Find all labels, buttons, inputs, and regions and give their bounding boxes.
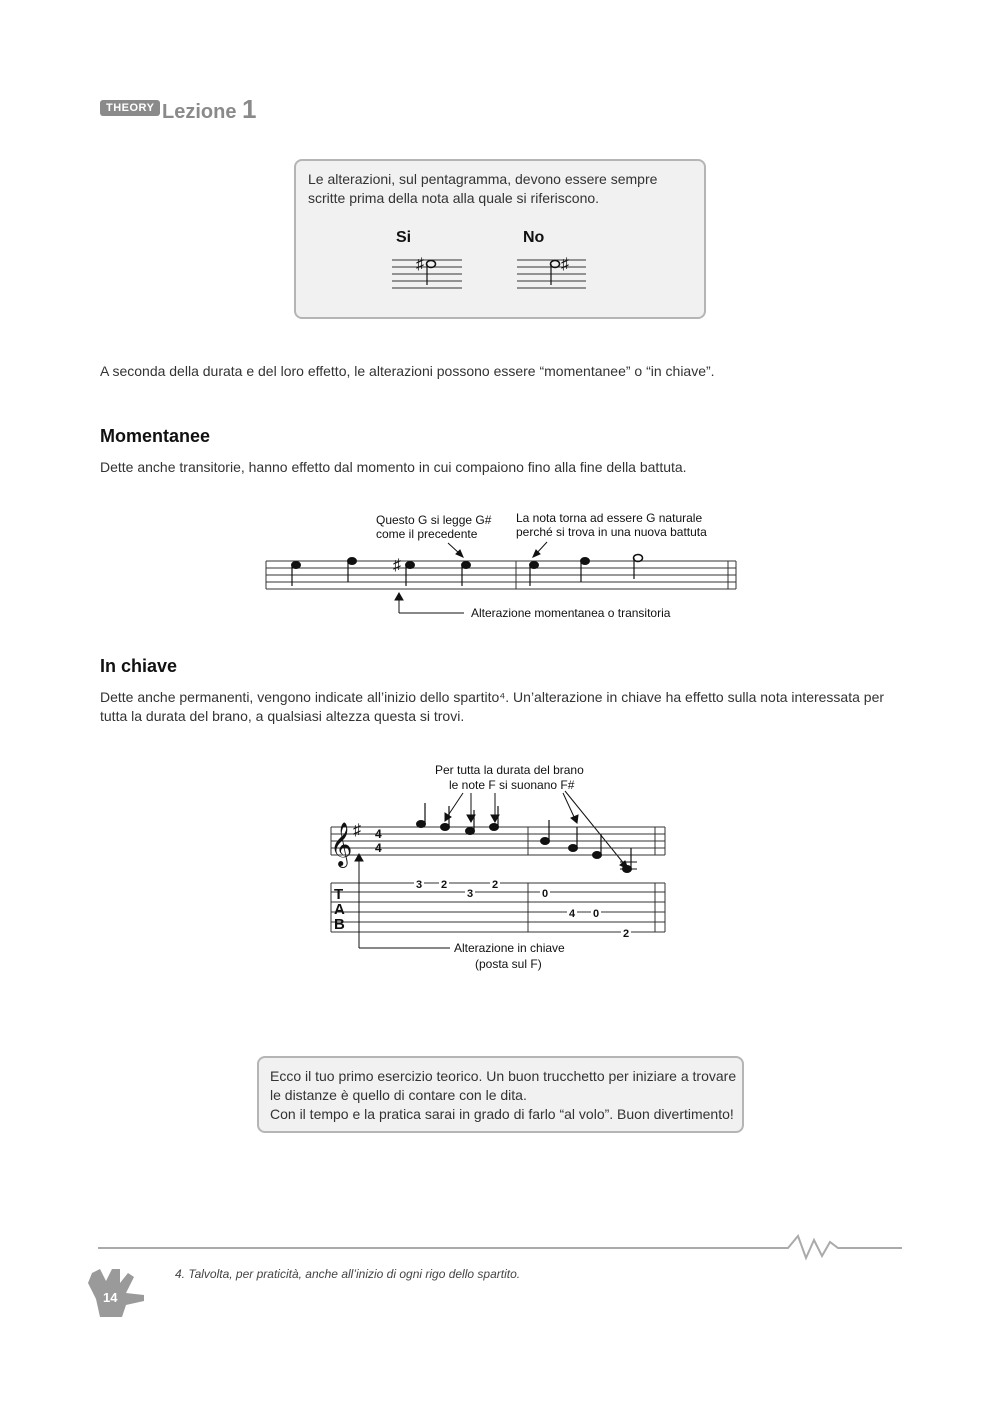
footer-rule [98, 1228, 904, 1268]
exercise-line-1: Ecco il tuo primo esercizio teorico. Un buon trucchetto per iniziare a trovare [270, 1068, 737, 1084]
intro-paragraph: A seconda della durata e del loro effetto, le alterazioni possono essere “momentanee” o “in chiave”. [100, 363, 715, 379]
tab-numbers [414, 878, 631, 940]
key-signature-arrow [355, 854, 450, 948]
momentanee-staff-diagram [260, 505, 750, 625]
tab-number: 3 [416, 879, 423, 891]
time-signature-top: 4 [375, 827, 382, 841]
note-label-2-line1: La nota torna ad essere G naturale [516, 511, 703, 525]
sharp-after-note-icon: ♯ [561, 256, 569, 273]
tab-number: 3 [467, 888, 474, 900]
yes-label: Si [396, 229, 412, 246]
lesson-title [162, 94, 256, 125]
tab-letter-a: A [334, 901, 345, 918]
tab-letter-t: T [334, 886, 344, 903]
yes-no-staves [296, 161, 704, 317]
lesson-label: Lezione [162, 101, 237, 123]
note-head-icon [551, 261, 560, 268]
tab-number: 2 [492, 879, 499, 891]
note-label-2-line2: perché si trova in una nuova battuta [516, 525, 707, 539]
lesson-number: 1 [242, 94, 257, 124]
tab-number: 4 [569, 908, 576, 920]
tab-number: 0 [593, 908, 600, 920]
in-chiave-heading: In chiave [100, 656, 178, 676]
time-signature-bottom: 4 [375, 841, 382, 855]
in-chiave-staff-tab-diagram [325, 755, 675, 980]
exercise-line-2: le distanze è quello di contare con le dita. [270, 1087, 527, 1103]
tab-number: 0 [542, 888, 549, 900]
momentanea-bottom-label: Alterazione momentanea o transitoria [471, 606, 671, 620]
note-label-1-line1: Questo G si legge G# [376, 513, 492, 527]
rule-box-text: Le alterazioni, sul pentagramma, devono essere sempre scritte prima della nota alla quale si riferiscono. [308, 171, 658, 206]
theory-tag: THEORY [100, 100, 160, 116]
exercise-line-3: Con il tempo e la pratica sarai in grado di farlo “al volo”. Buon divertimento! [270, 1106, 734, 1122]
rule-box [294, 159, 706, 319]
notes [292, 555, 643, 587]
notes [417, 803, 638, 873]
tab-number: 2 [441, 879, 448, 891]
tab-number: 2 [623, 928, 630, 940]
footnote: 4. Talvolta, per praticità, anche all’inizio di ogni rigo dello spartito. [175, 1267, 521, 1281]
label-arrows [395, 542, 547, 613]
no-label: No [523, 229, 545, 246]
staff-lines [266, 561, 736, 589]
momentanee-text: Dette anche transitorie, hanno effetto dal momento in cui compaiono fino alla fine della battuta. [100, 459, 687, 475]
note-head-icon [427, 261, 436, 268]
page-number: 14 [103, 1290, 118, 1305]
hand-logo-icon [86, 1265, 150, 1323]
bottom-label-line2: (posta sul F) [475, 957, 542, 971]
exercise-box [257, 1056, 744, 1133]
in-chiave-text: Dette anche permanenti, vengono indicate all’inizio dello spartito⁴. Un’alterazione in chiave ha effetto sulla nota interessata per tutta la durata del brano, a qualsiasi altezza questa si trovi. [100, 689, 885, 724]
key-signature-sharp-icon: ♯ [353, 822, 361, 839]
top-label-line1: Per tutta la durata del brano [435, 763, 584, 777]
top-label-line2: le note F si suonano F# [449, 778, 575, 792]
treble-clef-icon: 𝄞 [330, 824, 353, 866]
exercise-text [270, 1067, 738, 1124]
bottom-label-line1: Alterazione in chiave [454, 941, 565, 955]
momentanee-heading: Momentanee [100, 426, 211, 446]
sharp-icon: ♯ [393, 557, 401, 574]
tab-letter-b: B [334, 916, 345, 933]
sharp-before-note-icon: ♯ [416, 256, 424, 273]
note-label-1-line2: come il precedente [376, 527, 478, 541]
